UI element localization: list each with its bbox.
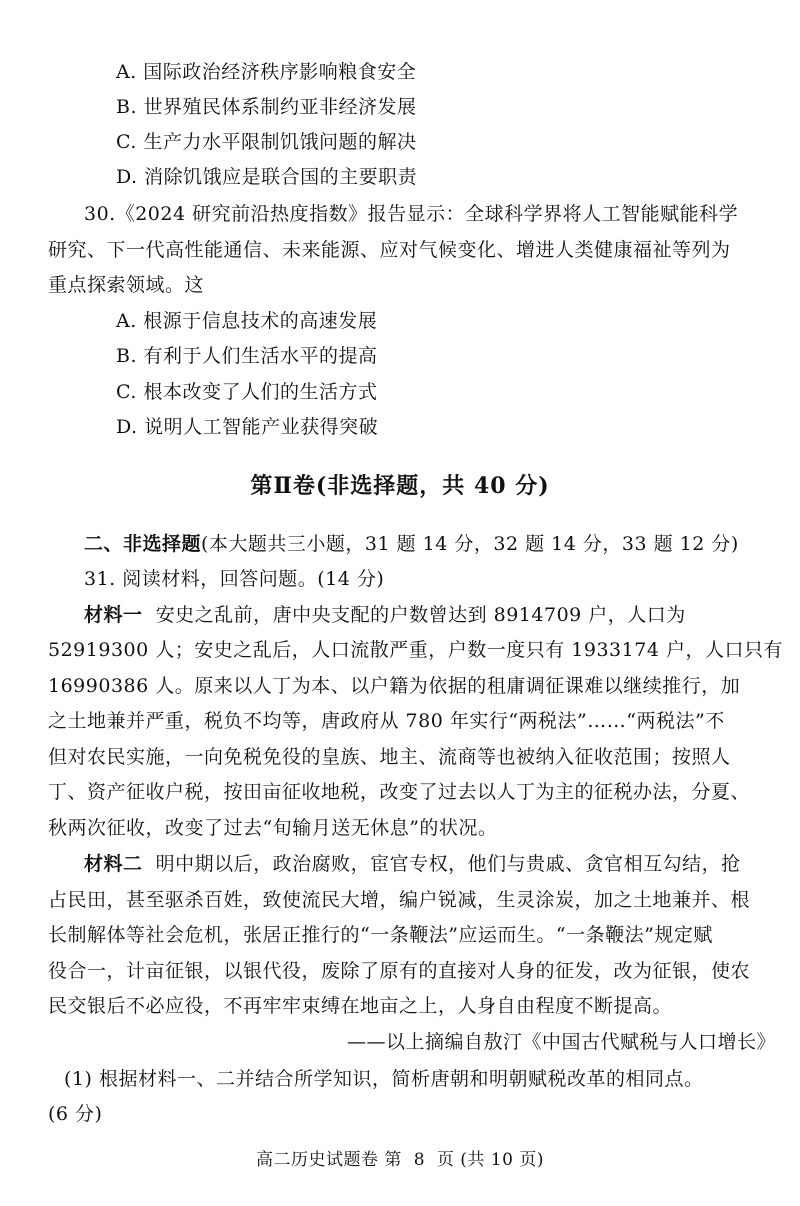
part-heading-label: 二、非选择题	[84, 533, 202, 555]
material1-line: 52919300 人；安史之乱后，人口流散严重，户数一度只有 1933174 户，人口只有	[48, 639, 783, 661]
material2-line: 长制解体等社会危机，张居正推行的“一条鞭法”应运而生。“一条鞭法”规定赋	[48, 924, 713, 946]
part-heading	[84, 532, 739, 556]
q31-sub1-line-2: (6 分)	[48, 1103, 103, 1125]
q29-option-d: D. 消除饥饿应是联合国的主要职责	[116, 166, 418, 188]
q30-stem-line-2: 研究、下一代高性能通信、未来能源、应对气候变化、增进人类健康福祉等列为	[48, 239, 731, 261]
q30-option-a: A. 根源于信息技术的高速发展	[116, 310, 378, 332]
q31-sub1-line-1: (1) 根据材料一、二并结合所学知识，简析唐朝和明朝赋税改革的相同点。	[64, 1068, 704, 1090]
q30-option-d: D. 说明人工智能产业获得突破	[116, 416, 379, 438]
part-heading-rest: (本大题共三小题，31 题 14 分，32 题 14 分，33 题 12 分)	[201, 533, 739, 555]
material1-first-line	[84, 603, 686, 627]
material1-line: 秋两次征收，改变了过去“旬输月送无休息”的状况。	[48, 817, 498, 839]
material2-line: 占民田，甚至驱杀百姓，致使流民大增，编户锐减，生灵涂炭，加之土地兼并、根	[48, 889, 751, 911]
material2-line: 民交银后不必应役，不再牢牢束缚在地亩之上，人身自由程度不断提高。	[48, 995, 673, 1017]
source-attribution: ——以上摘编自敖汀《中国古代赋税与人口增长》	[346, 1031, 776, 1053]
q29-option-c: C. 生产力水平限制饥饿问题的解决	[116, 131, 417, 153]
q29-option-a: A. 国际政治经济秩序影响粮食安全	[116, 61, 417, 83]
material1-label: 材料一	[84, 604, 143, 626]
q30-option-c: C. 根本改变了人们的生活方式	[116, 381, 378, 403]
material2-first-line	[84, 852, 741, 876]
material1-line: 16990386 人。原来以人丁为本、以户籍为依据的租庸调征课难以继续推行，加	[48, 675, 741, 697]
q30-option-b: B. 有利于人们生活水平的提高	[116, 345, 378, 367]
material1-line: 丁、资产征收户税，按田亩征收地税，改变了过去以人丁为主的征税办法，分夏、	[48, 781, 751, 803]
q29-option-b: B. 世界殖民体系制约亚非经济发展	[116, 96, 417, 118]
material1-first-text: 安史之乱前，唐中央支配的户数曾达到 8914709 户，人口为	[142, 604, 686, 626]
page-footer: 高二历史试题卷 第 8 页 (共 10 页)	[256, 1150, 544, 1170]
q30-stem-line-1: 30.《2024 研究前沿热度指数》报告显示：全球科学界将人工智能赋能科学	[84, 203, 739, 225]
q30-stem-line-3: 重点探索领域。这	[48, 274, 205, 296]
material1-line: 之土地兼并严重，税负不均等，唐政府从 780 年实行“两税法”……“两税法”不	[48, 710, 725, 732]
material2-label: 材料二	[84, 853, 143, 875]
material2-line: 役合一，计亩征银，以银代役，废除了原有的直接对人身的征发，改为征银，使农	[48, 960, 751, 982]
material1-line: 但对农民实施，一向免税免役的皇族、地主、流商等也被纳入征收范围；按照人	[48, 746, 731, 768]
section-title: 第Ⅱ卷(非选择题，共 40 分)	[250, 473, 550, 499]
material2-first-text: 明中期以后，政治腐败，宦官专权，他们与贵戚、贪官相互勾结，抢	[142, 853, 741, 875]
q31-intro: 31. 阅读材料，回答问题。(14 分)	[84, 568, 385, 590]
